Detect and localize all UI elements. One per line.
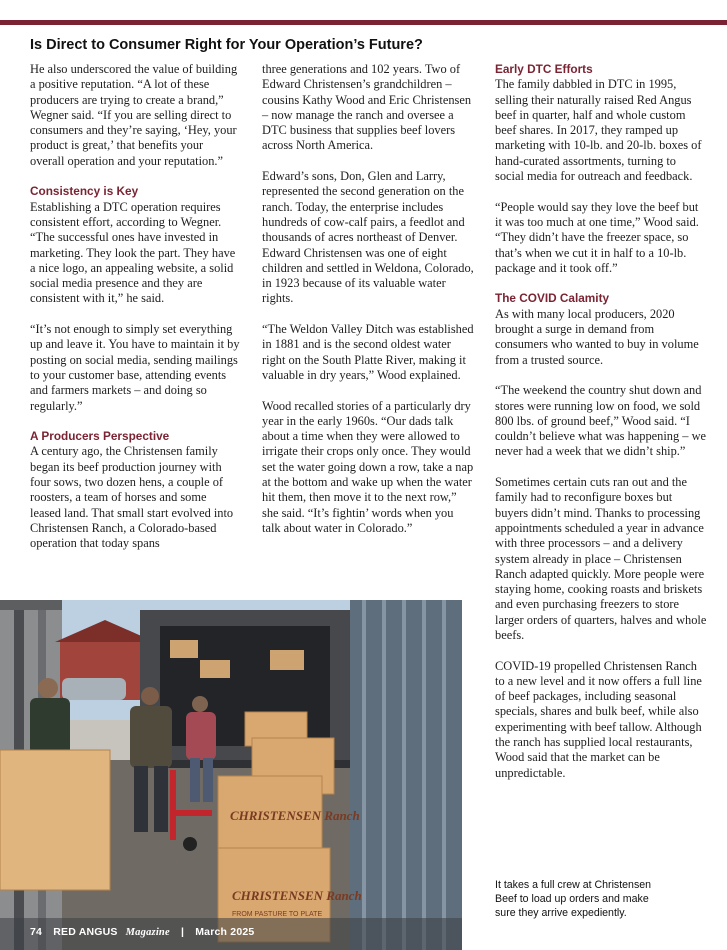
body-paragraph: Sometimes certain cuts ran out and the family had to reconfigure boxes but buyers didn’t mind. Thanks to processing appointments scheduled a year in advance with three processors – and a delivery system already in place – Christensen Ranch adapted quickly. More people were staying home, cooking roasts and briskets and even purchasing freezers to store larger orders of quarters, halves and whole beefs. (495, 475, 707, 642)
body-paragraph: “The weekend the country shut down and stores were running low on food, we sold 800 lbs. of ground beef,” Wood said. “I couldn’t believe what was happening – we never had a week that we didn’t ship.” (495, 383, 707, 459)
body-paragraph: The family dabbled in DTC in 1995, selling their naturally raised Red Angus beef in quarter, half and whole custom beef shares. In 2017, they ramped up marketing with 10-lb. and 20-lb. boxes of hand-curated assortments, turning to social media for outreach and feedback. (495, 77, 702, 184)
body-paragraph: Edward’s sons, Don, Glen and Larry, represented the second generation on the ranch. Today, the enterprise includes hundreds of cow-calf pairs, a feedlot and thousands of acres northeast of Denver. Edward Christensen was one of eight children and settled in Weldona, Colorado, in 1923 because of its valuable water rights. (262, 169, 474, 306)
body-paragraph: three generations and 102 years. Two of Edward Christensen’s grandchildren – cousins Kathy Wood and Eric Christensen – now manage the ranch and oversee a DTC business that supplies beef lovers across North America. (262, 62, 472, 153)
photo-caption: It takes a full crew at Christensen Beef to load up orders and make sure they arrive expediently. (495, 879, 652, 919)
parked-car (62, 678, 126, 700)
magazine-script-word: Magazine (125, 927, 170, 938)
page-number: 74 (30, 926, 43, 938)
footer-divider: | (180, 926, 185, 938)
body-paragraph: COVID-19 propelled Christensen Ranch to a new level and it now offers a full line of beef packages, including seasonal specials, shares and bulk beef, while also experimenting with beef tallow. Although the ranch has supplied local restaurants, Wood said that the market can be unpredictable. (495, 658, 702, 780)
text-column-3 (495, 62, 707, 781)
subheading-covid: The COVID Calamity (495, 291, 610, 306)
loading-crew-photo (0, 600, 462, 950)
body-paragraph: As with many local producers, 2020 brought a surge in demand from consumers who wanted to buy in volume from a trusted source. (495, 306, 699, 367)
subheading-consistency: Consistency is Key (30, 184, 139, 199)
box-tagline: FROM PASTURE TO PLATE (232, 911, 323, 918)
page-footer (30, 926, 262, 938)
body-paragraph: “The Weldon Valley Ditch was established in 1881 and is the second oldest water right on the South Platte River, making it valuable in dry years,” Wood explained. (262, 322, 474, 382)
magazine-name: RED ANGUS (53, 926, 118, 938)
text-column-2 (262, 62, 474, 536)
body-paragraph: He also underscored the value of building a positive reputation. “A lot of these producers are trying to create a brand,” Wegner said. “If you are selling direct to consumers and they’re saying, ‘Hey, your product is great,’ that benefits your overall operation and your reputation.” (30, 62, 238, 168)
body-paragraph: Wood recalled stories of a particularly dry year in the early 1960s. “Our dads talk about a time when they were allowed to irrigate their crops only once. They would set the water going down a row, take a nap at the bottom and wake up when the water hit them, then move it to the next row,” she said. “It’s fightin’ words when you talk about water in Colorado.” (262, 398, 474, 535)
box-held-foreground (0, 750, 110, 890)
issue-date: March 2025 (195, 926, 255, 938)
body-paragraph: “It’s not enough to simply set everything up and leave it. You have to maintain it by posting on social media, sending mailings to your customer base, attending events and farmers markets – and doing so regularly.” (30, 322, 240, 413)
box-brand-label: CHRISTENSEN Ranch (232, 888, 362, 903)
body-paragraph: A century ago, the Christensen family began its beef production journey with four sows, two dozen hens, a couple of roosters, a team of horses and some leased land. That small start evolved into Christensen Ranch, a Colorado-based operation that today spans (30, 444, 234, 551)
subheading-producers-perspective: A Producers Perspective (30, 429, 170, 444)
subheading-early-dtc: Early DTC Efforts (495, 62, 593, 76)
article-headline: Is Direct to Consumer Right for Your Operation’s Future? (30, 37, 423, 53)
body-paragraph: Establishing a DTC operation requires consistent effort, according to Wegner. “The successful ones have invested in marketing. They look the part. They have a nice logo, an appealing website, a solid social media presence and they are consistent with it,” he said. (30, 199, 236, 306)
text-column-1 (30, 62, 240, 552)
top-accent-rule (0, 20, 727, 25)
body-paragraph: “People would say they love the beef but it was too much at one time,” Wood said. “They didn’t have the freezer space, so that’s when we cut it in half to a 10-lb. package and it took off.” (495, 199, 699, 275)
photo-illustration (0, 600, 462, 950)
box-brand-label: CHRISTENSEN Ranch (230, 808, 360, 823)
